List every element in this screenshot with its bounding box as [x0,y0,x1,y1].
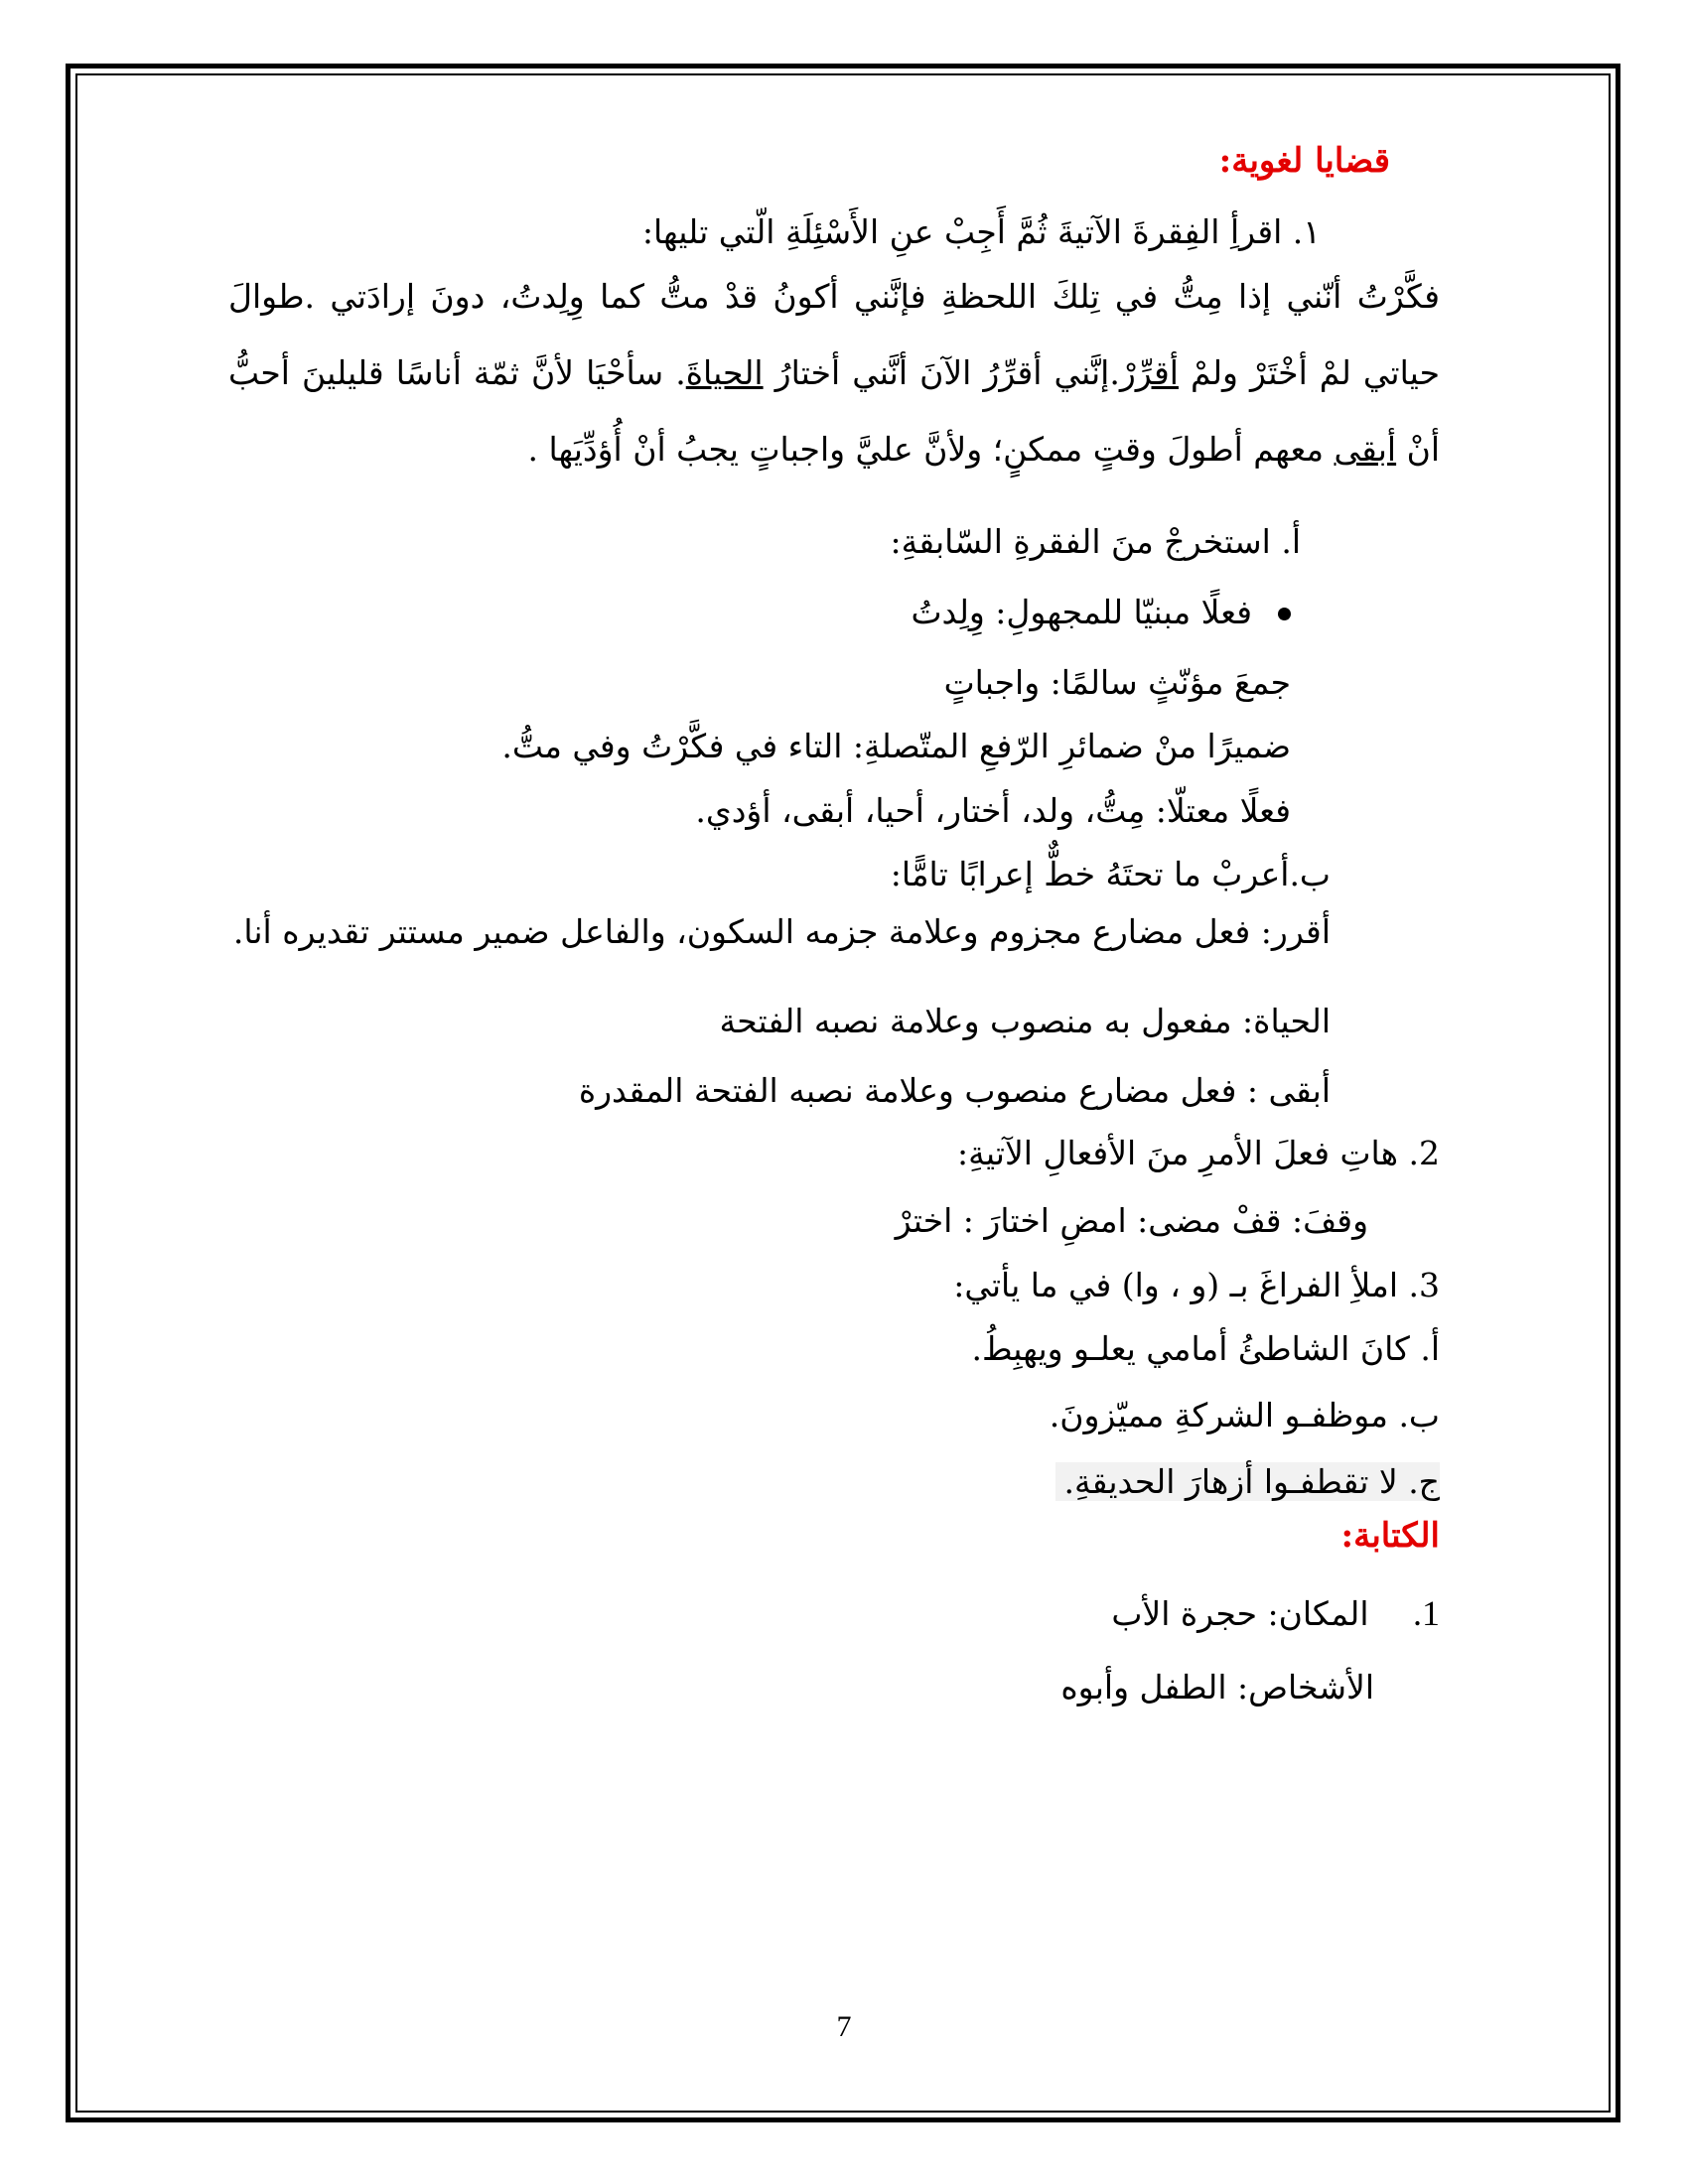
underlined-word-abqa: أبقى [1334,430,1397,470]
question-1-prompt: ١. اقرأِ الفِقرةَ الآتيةَ ثُمَّ أَجِبْ عنِ الأَسْئِلَةِ الّتي تليها: [641,211,1321,251]
part-a-item: فعلًا معتلّا: مِتُّ، ولد، أختار، أحيا، أبقى، أؤدي. [695,790,1291,830]
writing-item: 1. المكان: حجرة الأب [1111,1592,1440,1633]
writing-title: الكتابة: [1340,1516,1440,1557]
question-3-item: ج. لا تقطفـوا أزهارَ الحديقةِ. [228,1460,1440,1505]
question-2-prompt: 2. هاتِ فعلَ الأمرِ منَ الأفعالِ الآتيةِ: [957,1133,1440,1172]
part-a-item: جمعَ مؤنّثٍ سالمًا: واجباتٍ [943,662,1291,702]
writing-item: الأشخاص: الطفل وأبوه [1060,1667,1374,1706]
part-b-answer: الحياة: مفعول به منصوب وعلامة نصبه الفتحة [719,1001,1331,1040]
part-b-answer: أقرر: فعل مضارع مجزوم وعلامة جزمه السكون، والفاعل ضمير مستتر تقديره أنا. [232,911,1331,951]
underlined-word-alhayat: الحياةَ [685,353,764,393]
question-3-item: أ. كانَ الشاطئُ أمامي يعلـو ويهبِطُ. [971,1329,1440,1369]
section-title: قضايا لغوية: [1218,141,1390,181]
part-b-answer: أبقى : فعل مضارع منصوب وعلامة نصبه الفتحة المقدرة [578,1071,1331,1111]
part-a-label: أ. استخرجْ منَ الفقرةِ السّابقةِ: [890,522,1301,562]
question-3-prompt: 3. املأِ الفراغَ بـ (و ، وا) في ما يأتي: [953,1265,1440,1304]
part-b-label: ب.أعربْ ما تحتَهُ خطٌّ إعرابًا تامًّا: [890,855,1331,894]
page-number: 7 [836,2010,852,2043]
bullet-icon [1278,608,1291,620]
underlined-word-aqarrir: أقرِّرْ [1119,353,1179,393]
part-a-item: ضميرًا منْ ضمائرِ الرّفعِ المتّصلةِ: التاء في فكَّرْتُ وفي متُّ. [501,727,1291,766]
document-body [228,139,1440,1709]
reading-paragraph: فكَّرْتُ أنّني إذا مِتُّ في تِلكَ اللحظةِ فإنَّني أكونُ قدْ متُّ كما وِلِدتُ، دونَ إرادَتي .طوالَ حياتي لمْ أخْتَرْ ولمْ أقرِّرْ.إنَّني أقرِّرُ الآنَ أنَّني أختارُ الحياةَ. سأحْيَا لأنَّ ثمّة أناسًا قليلينَ أحبُّ أنْ أبقى معهم أطولَ وقتٍ ممكنٍ؛ ولأنَّ عليَّ واجباتٍ يجبُ أنْ أُؤدِّيَها . [228,277,1440,470]
part-a-item: فعلًا مبنيّا للمجهولِ: وِلِدتُ [228,591,1440,635]
question-3-item: ب. موظفـو الشركةِ مميّزونَ. [1049,1396,1440,1434]
question-2-answer: وقفَ: قفْ مضى: امضِ اختارَ : اخترْ [895,1201,1368,1241]
